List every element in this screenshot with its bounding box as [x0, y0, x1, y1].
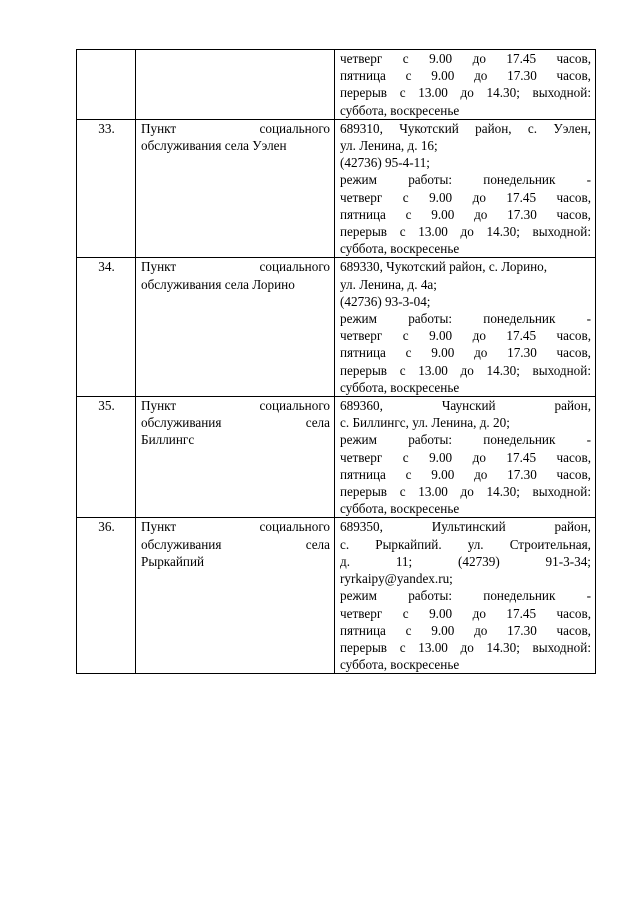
text-line: (42736) 95-4-11;	[340, 155, 430, 171]
text-line	[340, 120, 591, 137]
text-line: суббота, воскресенье	[340, 379, 460, 395]
word: д.	[340, 553, 351, 569]
table-row	[77, 50, 596, 120]
word: с	[402, 449, 409, 465]
text-line	[340, 553, 591, 570]
text-line: суббота, воскресенье	[340, 241, 460, 257]
text-line	[141, 120, 330, 137]
word: до	[460, 362, 474, 378]
word: работы:	[408, 311, 453, 327]
word: ул.	[467, 536, 484, 552]
word: 17.30	[507, 68, 537, 84]
word: часов,	[556, 466, 591, 482]
word: перерыв	[340, 639, 388, 655]
word: понедельник	[483, 311, 556, 327]
word: с	[402, 605, 409, 621]
word: 14.30;	[486, 224, 520, 240]
word: выходной:	[532, 362, 591, 378]
word: Пункт	[141, 120, 177, 136]
word: Чаунский	[441, 398, 496, 414]
text-line	[340, 449, 591, 466]
word: 9.00	[431, 622, 455, 638]
word: до	[460, 639, 474, 655]
word: социального	[259, 519, 330, 535]
service-point-name-cell	[136, 119, 335, 258]
word: с	[405, 345, 412, 361]
word: 689310,	[340, 120, 383, 136]
word: Уэлен,	[553, 120, 591, 136]
word: Пункт	[141, 398, 177, 414]
row-number: 36.	[98, 519, 115, 535]
text-line	[141, 536, 330, 553]
service-point-name-cell	[136, 258, 335, 397]
word: часов,	[556, 345, 591, 361]
word: часов,	[556, 189, 591, 205]
text-line	[340, 223, 591, 240]
text-line: ул. Ленина, д. 16;	[340, 138, 438, 154]
word: с	[402, 189, 409, 205]
word: часов,	[556, 206, 591, 222]
word: 13.00	[418, 639, 448, 655]
word: 13.00	[418, 85, 448, 101]
text-line	[141, 414, 330, 431]
word: 17.30	[507, 345, 537, 361]
word: режим	[340, 311, 377, 327]
word: 9.00	[429, 605, 453, 621]
row-number-cell	[77, 50, 136, 120]
word: выходной:	[532, 484, 591, 500]
row-number: 33.	[98, 120, 115, 136]
word: села	[305, 536, 330, 552]
word: с.	[527, 120, 538, 136]
word: 17.30	[507, 206, 537, 222]
service-point-name-cell	[136, 397, 335, 518]
text-line: обслуживания села Лорино	[141, 276, 295, 292]
word: обслуживания	[141, 536, 222, 552]
word: четверг	[340, 328, 383, 344]
word: четверг	[340, 189, 383, 205]
row-number: 35.	[98, 398, 115, 414]
text-line	[340, 431, 591, 448]
text-line	[340, 189, 591, 206]
text-line	[340, 622, 591, 639]
word: 17.45	[506, 605, 537, 621]
word: с	[405, 68, 412, 84]
row-number-cell	[77, 258, 136, 397]
word: Чукотский	[399, 120, 459, 136]
text-line	[340, 518, 591, 535]
word: 13.00	[418, 484, 448, 500]
word: до	[474, 345, 488, 361]
word: выходной:	[532, 224, 591, 240]
word: район,	[554, 519, 591, 535]
word: до	[460, 484, 474, 500]
word: 11;	[395, 553, 413, 569]
contact-info-cell	[335, 119, 596, 258]
contact-info-cell	[335, 50, 596, 120]
word: -	[586, 172, 591, 188]
word: понедельник	[483, 172, 556, 188]
word: работы:	[408, 172, 453, 188]
word: перерыв	[340, 224, 388, 240]
word: часов,	[556, 605, 591, 621]
text-line	[141, 258, 330, 275]
word: 17.45	[506, 328, 537, 344]
word: обслуживания	[141, 415, 222, 431]
word: 9.00	[431, 466, 455, 482]
word: 689350,	[340, 519, 383, 535]
text-line	[340, 397, 591, 414]
word: до	[472, 51, 486, 66]
word: 14.30;	[486, 484, 520, 500]
word: работы:	[408, 588, 453, 604]
word: 9.00	[429, 328, 453, 344]
word: социального	[259, 120, 330, 136]
word: 9.00	[429, 449, 453, 465]
table-row	[77, 119, 596, 258]
word: район,	[554, 398, 591, 414]
word: Строительная,	[509, 536, 591, 552]
word: 91-3-34;	[545, 553, 591, 569]
text-line	[340, 327, 591, 344]
text-line	[340, 639, 591, 656]
word: часов,	[556, 328, 591, 344]
social-service-points-table	[76, 49, 596, 674]
text-line	[340, 587, 591, 604]
service-point-name-cell	[136, 518, 335, 674]
row-number-cell	[77, 518, 136, 674]
table-row	[77, 397, 596, 518]
text-line	[340, 310, 591, 327]
text-line	[141, 518, 330, 535]
word: выходной:	[532, 639, 591, 655]
word: 13.00	[418, 224, 448, 240]
word: с	[399, 224, 406, 240]
word: села	[305, 415, 330, 431]
word: район,	[475, 120, 512, 136]
word: с	[405, 206, 412, 222]
word: пятница	[340, 345, 386, 361]
word: Рыркайпий.	[375, 536, 442, 552]
row-number: 34.	[98, 259, 115, 275]
word: до	[472, 605, 486, 621]
word: часов,	[556, 449, 591, 465]
word: с	[405, 466, 412, 482]
word: часов,	[556, 622, 591, 638]
text-line	[340, 206, 591, 223]
word: понедельник	[483, 432, 556, 448]
word: до	[472, 449, 486, 465]
word: социального	[259, 398, 330, 414]
text-line	[340, 67, 591, 84]
word: Пункт	[141, 259, 177, 275]
contact-info-cell	[335, 518, 596, 674]
word: пятница	[340, 68, 386, 84]
contact-info-cell	[335, 258, 596, 397]
word: 14.30;	[486, 85, 520, 101]
word: 14.30;	[486, 362, 520, 378]
word: 9.00	[431, 68, 455, 84]
word: 14.30;	[486, 639, 520, 655]
text-line: ул. Ленина, д. 4а;	[340, 276, 437, 292]
text-line	[340, 171, 591, 188]
text-line	[340, 344, 591, 361]
word: 9.00	[431, 345, 455, 361]
word: с	[399, 484, 406, 500]
word: до	[474, 206, 488, 222]
table-row	[77, 518, 596, 674]
text-line	[340, 605, 591, 622]
word: Пункт	[141, 519, 177, 535]
row-number-cell	[77, 119, 136, 258]
word: перерыв	[340, 362, 388, 378]
word: до	[474, 622, 488, 638]
word: до	[460, 224, 474, 240]
table-row	[77, 258, 596, 397]
word: социального	[259, 259, 330, 275]
text-line: суббота, воскресенье	[340, 657, 460, 673]
email-text: ryrkaipy@yandex.ru;	[340, 571, 453, 587]
word: (42739)	[457, 553, 500, 569]
word: 9.00	[429, 189, 453, 205]
word: четверг	[340, 605, 383, 621]
text-line: суббота, воскресенье	[340, 501, 460, 517]
word: выходной:	[532, 85, 591, 101]
text-line: обслуживания села Уэлен	[141, 138, 287, 154]
word: до	[460, 85, 474, 101]
text-line: Биллингс	[141, 432, 195, 448]
word: 17.45	[506, 189, 537, 205]
word: перерыв	[340, 85, 388, 101]
word: -	[586, 432, 591, 448]
word: часов,	[556, 68, 591, 84]
word: пятница	[340, 466, 386, 482]
word: перерыв	[340, 484, 388, 500]
text-line	[340, 50, 591, 67]
text-line: (42736) 93-3-04;	[340, 293, 431, 309]
word: 9.00	[429, 51, 453, 66]
word: с	[399, 85, 406, 101]
word: режим	[340, 172, 377, 188]
word: с	[405, 622, 412, 638]
word: режим	[340, 588, 377, 604]
text-line	[340, 536, 591, 553]
text-line	[340, 362, 591, 379]
text-line	[340, 84, 591, 101]
word: до	[474, 466, 488, 482]
word: до	[474, 68, 488, 84]
word: работы:	[408, 432, 453, 448]
word: 689360,	[340, 398, 383, 414]
word: 17.45	[506, 51, 537, 66]
word: Иультинский	[431, 519, 506, 535]
word: 17.30	[507, 622, 537, 638]
word: с.	[340, 536, 350, 552]
word: 17.45	[506, 449, 537, 465]
word: пятница	[340, 622, 386, 638]
word: 9.00	[431, 206, 455, 222]
text-line: с. Биллингс, ул. Ленина, д. 20;	[340, 415, 510, 431]
contact-info-cell	[335, 397, 596, 518]
text-line: суббота, воскресенье	[340, 102, 460, 118]
word: понедельник	[483, 588, 556, 604]
word: четверг	[340, 449, 383, 465]
word: 13.00	[418, 362, 448, 378]
word: до	[472, 328, 486, 344]
word: -	[586, 588, 591, 604]
text-line: 689330, Чукотский район, с. Лорино,	[340, 259, 548, 275]
text-line	[340, 483, 591, 500]
word: с	[402, 328, 409, 344]
word: с	[399, 639, 406, 655]
word: с	[402, 51, 409, 66]
word: с	[399, 362, 406, 378]
row-number-cell	[77, 397, 136, 518]
word: до	[472, 189, 486, 205]
word: часов,	[556, 51, 591, 66]
word: -	[586, 311, 591, 327]
text-line	[340, 466, 591, 483]
word: пятница	[340, 206, 386, 222]
text-line: Рыркайпий	[141, 553, 205, 569]
word: 17.30	[507, 466, 537, 482]
word: четверг	[340, 51, 383, 66]
service-point-name-cell	[136, 50, 335, 120]
word: режим	[340, 432, 377, 448]
text-line	[141, 397, 330, 414]
